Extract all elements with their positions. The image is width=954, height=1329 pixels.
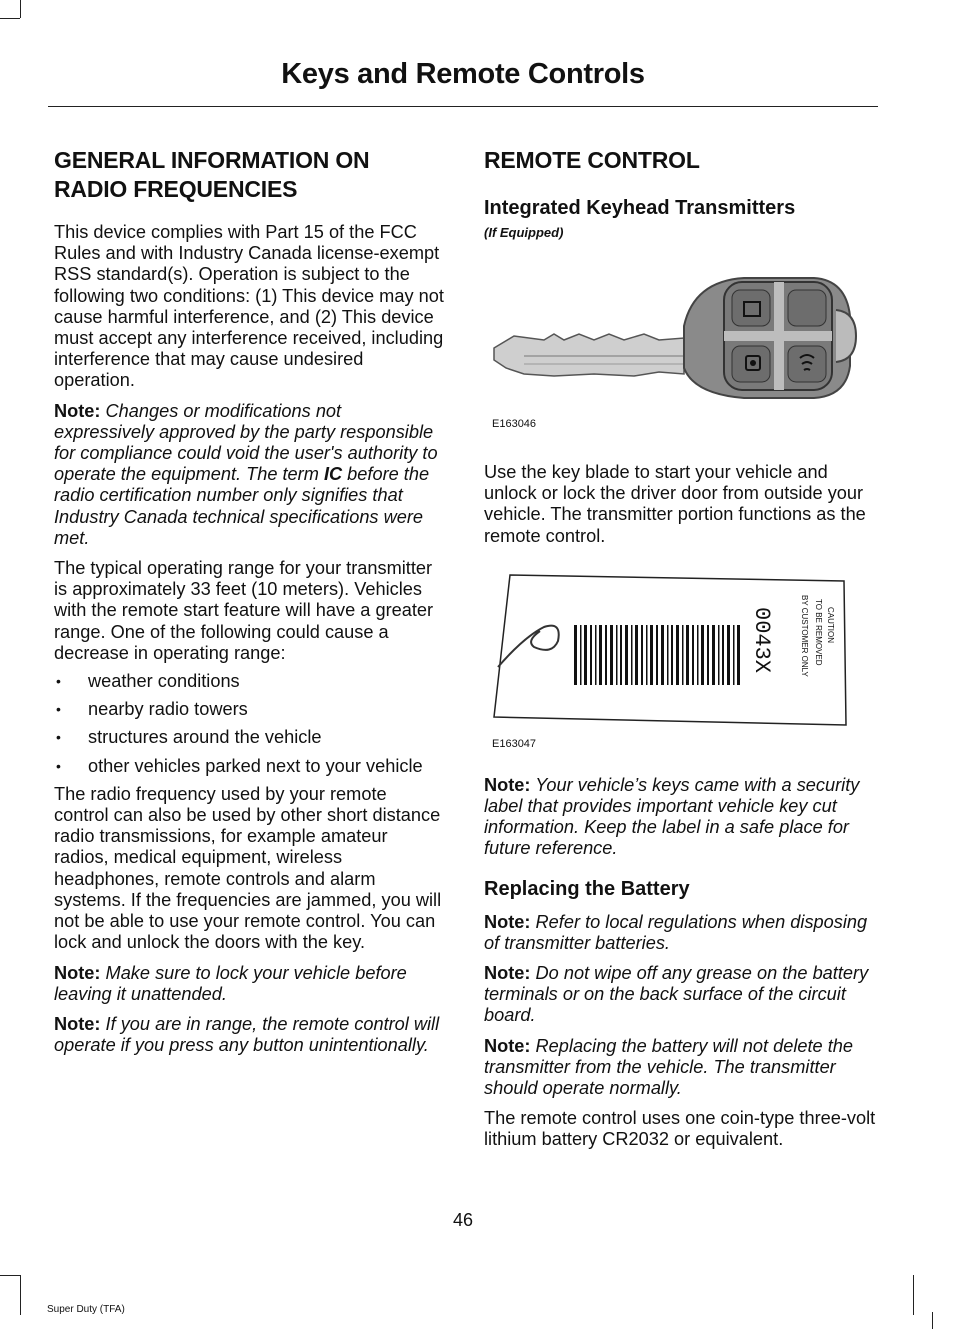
note-text: Your vehicle’s keys came with a security label that provides important vehicle key cut information. Keep the label in a safe place for future reference. [484,774,860,859]
bullet-mark: • [56,757,61,774]
list-item-text: other vehicles parked next to your vehicle [88,755,423,776]
key-blade-paragraph: Use the key blade to start your vehicle and unlock or lock the driver door from outside your vehicle. The transmitter portion functions as the remote control. [484,462,866,546]
figure-security-label [484,555,876,765]
crop-mark [0,1275,20,1276]
note-transmitter-memory [484,1036,876,1100]
note-label: Note: [484,963,531,984]
list-item [54,671,446,692]
figure-code: E163046 [492,418,537,430]
list-item [54,699,446,720]
footer-model: Super Duty (TFA) [47,1304,125,1315]
note-text: before the radio certification number only signifies that Industry Canada technical specifications were met. [54,464,430,548]
crop-mark [20,0,21,18]
note-disposal [484,912,876,954]
bullet-mark: • [56,673,61,690]
note-text: Changes or modifications not expressively approved by the party responsible for compliance could void the user's authority to operate the equipment. The term [54,400,438,485]
subheading-keyhead-transmitters: Integrated Keyhead Transmitters [484,197,796,219]
note-label: Note: [54,400,101,421]
section-heading-remote-control: REMOTE CONTROL [484,147,700,173]
note-modifications [54,401,446,549]
range-factors-list [54,671,446,777]
note-label: Note: [54,1013,101,1034]
note-label: Note: [484,911,531,932]
note-label: Note: [484,1035,531,1056]
if-equipped-caption: (If Equipped) [484,225,564,240]
caution-line: TO BE REMOVED [814,598,823,666]
crop-mark [20,1275,21,1315]
battery-type-paragraph: The remote control uses one coin-type three-volt lithium battery CR2032 or equivalent. [484,1108,876,1150]
right-column [484,146,876,1151]
note-text: Make sure to lock your vehicle before leaving it unattended. [54,962,407,1004]
page-number: 46 [452,1210,474,1230]
caution-line: BY CUSTOMER ONLY [800,594,809,677]
list-item [54,727,446,748]
crop-mark [0,18,20,19]
bullet-mark: • [56,701,61,718]
note-security-label [484,775,876,860]
note-text: Replacing the battery will not delete the transmitter from the vehicle. The transmitter should operate normally. [484,1035,854,1099]
note-grease [484,963,876,1027]
note-lock-vehicle [54,963,446,1005]
list-item-text: weather conditions [88,671,240,692]
note-ic-term: IC [323,464,343,485]
crop-mark [913,1275,914,1315]
bullet-mark: • [56,729,61,746]
note-text: Refer to local regulations when disposing of transmitter batteries. [484,911,868,953]
operating-range-paragraph: The typical operating range for your transmitter is approximately 33 feet (10 meters). Vehicles with the remote start feature will have a greater range. One of the following could cause a decrease in operating range: [54,558,434,663]
list-item-text: structures around the vehicle [88,727,322,748]
note-unintentional-press [54,1014,446,1056]
note-label: Note: [54,962,101,983]
left-column [54,146,446,1056]
note-text: Do not wipe off any grease on the battery terminals or on the back surface of the circuit board. [484,963,869,1026]
key-illustration [484,256,876,436]
section-heading-radio-frequencies: GENERAL INFORMATION ON RADIO FREQUENCIES [54,147,370,202]
list-item [54,756,446,777]
subheading-replacing-battery: Replacing the Battery [484,877,690,900]
page-title: Keys and Remote Controls [281,58,645,90]
compliance-paragraph: This device complies with Part 15 of the FCC Rules and with Industry Canada license-exempt RSS standard(s). Operation is subject to the following two conditions: (1) This device may not cause harmful interference, and (2) This device must accept any interference received, including interference that may cause undesired operation. [54,222,444,391]
radio-frequency-paragraph: The radio frequency used by your remote control can also be used by other short distance radio transmissions, for example amateur radios, medical equipment, wireless headphones, remote controls and alarm systems. If the frequencies are jammed, you will not be able to use your remote control. You can lock and unlock the doors with the key. [54,783,442,953]
label-number: 0043X [749,606,774,673]
header-rule [48,106,878,107]
figure-code: E163047 [492,737,537,750]
security-label-illustration [484,567,876,752]
list-item-text: nearby radio towers [88,699,248,720]
note-text: If you are in range, the remote control will operate if you press any button unintentionally. [54,1013,440,1056]
crop-mark [932,1312,933,1329]
figure-keyhead-transmitter [484,240,876,444]
caution-line: CAUTION [826,606,835,643]
note-label: Note: [484,774,531,795]
